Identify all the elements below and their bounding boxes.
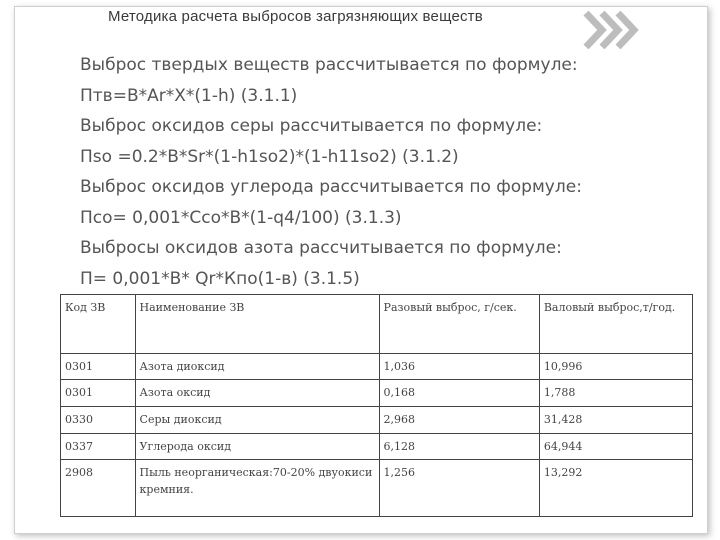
- cell-code: 0301: [61, 380, 136, 407]
- table-row: [61, 460, 693, 517]
- cell-single-emission: 1,256: [379, 460, 539, 517]
- cell-single-emission: 2,968: [379, 407, 539, 434]
- cell-single-emission: 1,036: [379, 353, 539, 380]
- cell-code: 0301: [61, 353, 136, 380]
- cell-gross-emission: 13,292: [539, 460, 692, 517]
- cell-gross-emission: 10,996: [539, 353, 692, 380]
- slide-title: Методика расчета выбросов загрязняющих веществ: [108, 8, 483, 25]
- formula-text-block: [80, 50, 690, 294]
- cell-name: Азота оксид: [135, 380, 379, 407]
- cell-name: Пыль неорганическая:70-20% двуокиси кремния.: [135, 460, 379, 517]
- header-single-emission: Разовый выброс, г/сек.: [379, 295, 539, 354]
- table-row: [61, 380, 693, 407]
- cell-single-emission: 6,128: [379, 433, 539, 460]
- formula-solids: Птв=В*Ar*X*(1-h) (3.1.1): [80, 85, 298, 106]
- header-code: Код ЗВ: [61, 295, 136, 354]
- cell-name: Углерода оксид: [135, 433, 379, 460]
- text-line-solids: Выброс твердых веществ рассчитывается по формуле:: [80, 55, 578, 75]
- table-row: [61, 407, 693, 434]
- emissions-table: [60, 294, 693, 517]
- header-name: Наименование ЗВ: [135, 295, 379, 354]
- formula-nitrogen: П= 0,001*B* Qr*Кпо(1-в) (3.1.5): [80, 268, 360, 289]
- cell-single-emission: 0,168: [379, 380, 539, 407]
- cell-gross-emission: 31,428: [539, 407, 692, 434]
- double-chevron-right-icon[interactable]: [582, 10, 642, 50]
- table-row: [61, 353, 693, 380]
- cell-gross-emission: 64,944: [539, 433, 692, 460]
- text-line-nitrogen: Выбросы оксидов азота рассчитывается по формуле:: [80, 238, 562, 258]
- formula-sulfur: Пso =0.2*B*Sr*(1-h1so2)*(1-h11so2) (3.1.2): [80, 146, 459, 167]
- cell-code: 2908: [61, 460, 136, 517]
- cell-code: 0330: [61, 407, 136, 434]
- cell-name: Азота диоксид: [135, 353, 379, 380]
- cell-gross-emission: 1,788: [539, 380, 692, 407]
- cell-code: 0337: [61, 433, 136, 460]
- table-header-row: [61, 295, 693, 354]
- text-line-sulfur: Выброс оксидов серы рассчитывается по формуле:: [80, 116, 543, 136]
- table-row: [61, 433, 693, 460]
- formula-carbon: Пco= 0,001*Cco*B*(1-q4/100) (3.1.3): [80, 207, 402, 228]
- text-line-carbon: Выброс оксидов углерода рассчитывается по формуле:: [80, 177, 582, 197]
- header-gross-emission: Валовый выброс,т/год.: [539, 295, 692, 354]
- cell-name: Серы диоксид: [135, 407, 379, 434]
